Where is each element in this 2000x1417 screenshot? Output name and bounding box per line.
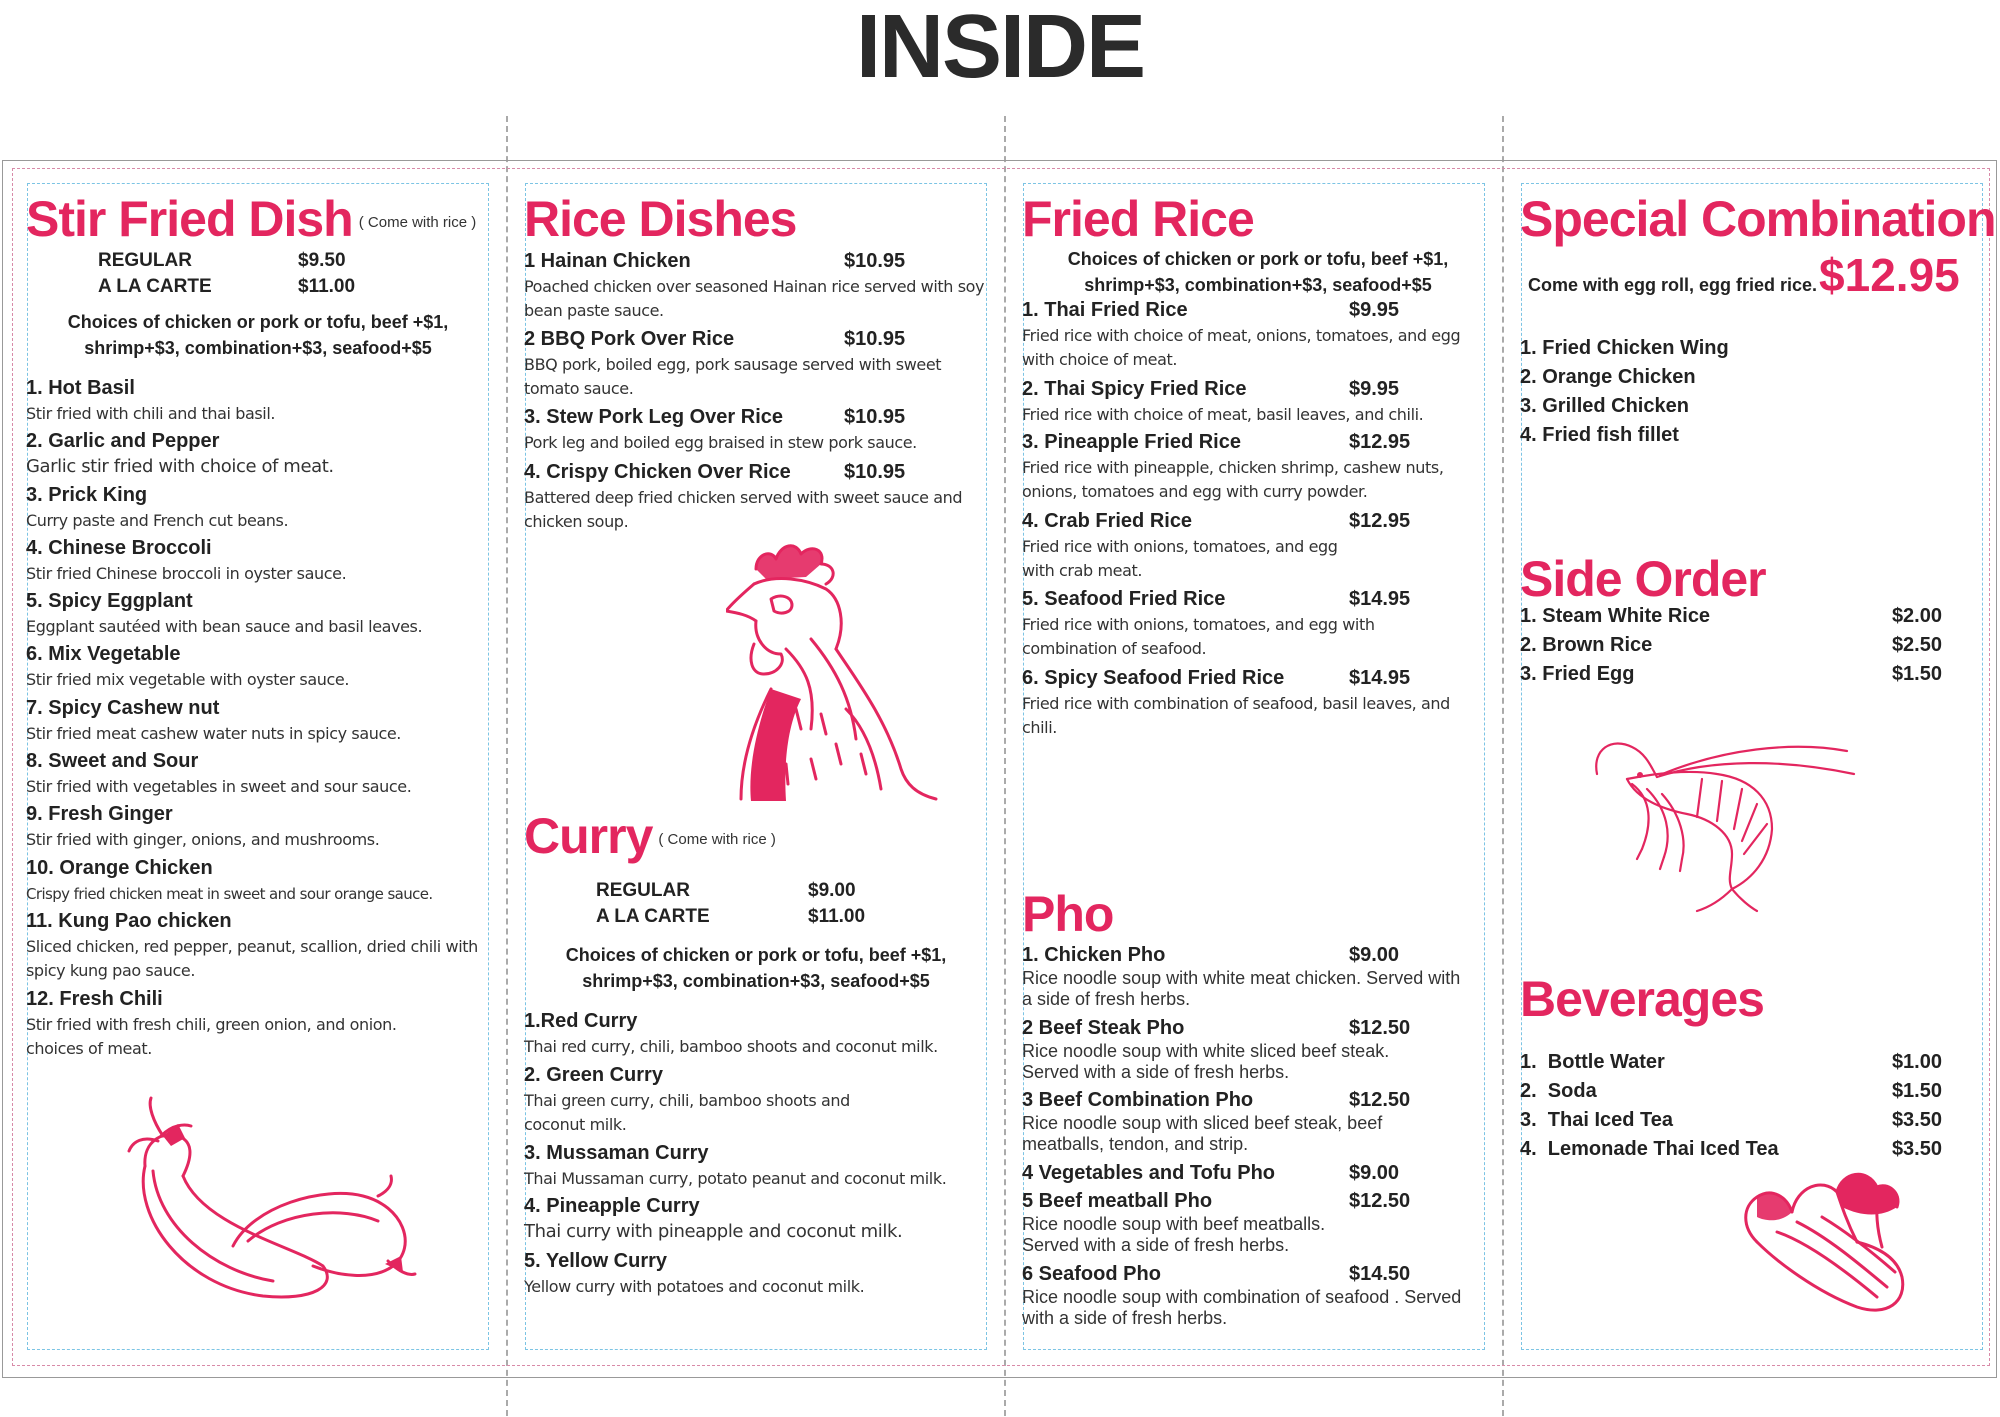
item-name: 6. Spicy Seafood Fried Rice $14.95	[1022, 665, 1486, 692]
fried-rice-list	[1022, 297, 1486, 740]
list-item: 1. Bottle Water $1.00	[1520, 1048, 1942, 1077]
menu-item	[524, 248, 986, 326]
panel-fried-rice-pho	[1023, 183, 1485, 1350]
side-order-list	[1520, 602, 1942, 689]
protein-choices: Choices of chicken or pork or tofu, beef +$1, shrimp+$3, combination+$3, seafood+$5	[67, 312, 449, 358]
item-name: 3. Stew Pork Leg Over Rice $10.95	[524, 404, 986, 431]
section-title-pho: Pho	[1022, 886, 1114, 942]
item-price: $10.95	[844, 250, 906, 272]
item-desc: Rice noodle soup with white meat chicken. Served with a side of fresh herbs.	[1022, 968, 1461, 1009]
list-item: 2. Orange Chicken	[1520, 366, 1696, 388]
item-price: $3.50	[1891, 1109, 1942, 1131]
item-name: 7. Spicy Cashew nut	[26, 696, 220, 719]
menu-item	[26, 375, 490, 428]
special-note: Come with egg roll, egg fried rice.	[1528, 275, 1818, 295]
item-desc: BBQ pork, boiled egg, pork sausage served with sweet tomato sauce.	[524, 355, 942, 398]
item-price: $14.50	[1349, 1262, 1411, 1285]
menu-item	[26, 908, 490, 986]
item-name: 3 Beef Combination Pho $12.50	[1022, 1087, 1486, 1113]
menu-item	[1022, 1087, 1486, 1160]
item-price: $10.95	[844, 406, 906, 428]
menu-item	[26, 535, 490, 588]
item-desc: Rice noodle soup with combination of seafood . Served with a side of fresh herbs.	[1022, 1286, 1462, 1328]
menu-item	[1022, 297, 1486, 376]
item-desc: Thai red curry, chili, bamboo shoots and coconut milk.	[524, 1037, 938, 1056]
menu-item	[1022, 1015, 1486, 1088]
carte-price: $11.00	[298, 276, 356, 297]
item-desc: Eggplant sautéed with bean sauce and basil leaves.	[26, 617, 423, 637]
list-item: 2. Soda $1.50	[1520, 1077, 1942, 1106]
item-name: 8. Sweet and Sour	[26, 750, 199, 773]
item-name: 3. Mussaman Curry	[524, 1141, 709, 1164]
menu-item	[1022, 1188, 1486, 1261]
item-name: 2. Thai Spicy Fried Rice $9.95	[1022, 376, 1486, 403]
item-name: 1.Red Curry	[524, 1010, 638, 1032]
item-name: 6 Seafood Pho $14.50	[1022, 1261, 1486, 1287]
menu-item	[524, 326, 986, 404]
item-desc: Stir fried Chinese broccoli in oyster sauce.	[26, 563, 347, 583]
menu-item	[26, 482, 490, 535]
item-price: $12.50	[1349, 1016, 1411, 1039]
protein-choices: Choices of chicken or pork or tofu, beef +$1, shrimp+$3, combination+$3, seafood+$5	[1067, 249, 1449, 295]
section-title-fried-rice: Fried Rice	[1022, 191, 1254, 247]
carte-price: $11.00	[808, 906, 866, 927]
item-price: $12.50	[1349, 1089, 1411, 1111]
item-name: 5. Yellow Curry	[524, 1250, 668, 1272]
item-price: $1.00	[1891, 1051, 1942, 1073]
rice-dishes-list	[524, 248, 986, 534]
item-name: 10. Orange Chicken	[26, 856, 213, 879]
menu-item	[26, 855, 490, 908]
item-name: 5. Spicy Eggplant	[26, 590, 193, 613]
item-name: 4. Crab Fried Rice $12.95	[1022, 508, 1486, 535]
item-name: 5. Seafood Fried Rice $14.95	[1022, 586, 1486, 613]
item-name: 4. Crispy Chicken Over Rice $10.95	[524, 459, 986, 486]
item-desc: Fried rice with choice of meat, basil leaves, and chili.	[1022, 404, 1424, 424]
item-price: $9.95	[1349, 299, 1400, 321]
menu-item	[524, 459, 986, 534]
menu-item	[1022, 429, 1486, 508]
item-desc: Stir fried with ginger, onions, and mushrooms.	[26, 830, 380, 850]
regular-label: REGULAR	[98, 250, 192, 271]
item-name: 2. Garlic and Pepper	[26, 430, 220, 453]
list-item: 4. Lemonade Thai Iced Tea $3.50	[1520, 1135, 1942, 1164]
menu-item	[1022, 665, 1486, 740]
item-price: $14.95	[1349, 666, 1411, 689]
menu-item	[1022, 586, 1486, 665]
section-title-stir-fried: Stir Fried Dish ( Come with rice )	[26, 191, 477, 247]
menu-item	[26, 986, 490, 1061]
item-desc: Crispy fried chicken meat in sweet and sour orange sauce.	[26, 884, 433, 903]
item-desc: Garlic stir fried with choice of meat.	[26, 456, 334, 478]
item-desc: Pork leg and boiled egg braised in stew pork sauce.	[524, 433, 917, 452]
menu-item	[524, 1193, 988, 1248]
item-desc: Stir fried meat cashew water nuts in spicy sauce.	[26, 723, 401, 743]
list-item: 1. Fried Chicken Wing	[1520, 337, 1729, 359]
panel-rice-curry	[525, 183, 987, 1350]
item-name: 2. Green Curry	[524, 1063, 663, 1086]
list-item: 2. Brown Rice $2.50	[1520, 631, 1942, 660]
regular-price: $9.00	[808, 880, 856, 901]
item-desc: Stir fried with chili and thai basil.	[26, 404, 276, 423]
item-desc: Thai green curry, chili, bamboo shoots and coconut milk.	[524, 1090, 850, 1134]
item-price: $10.95	[844, 328, 906, 350]
item-price: $2.50	[1891, 634, 1942, 656]
item-name: 1. Thai Fried Rice $9.95	[1022, 297, 1486, 324]
item-desc: Stir fried with vegetables in sweet and sour sauce.	[26, 777, 412, 797]
beverages-list	[1520, 1048, 1942, 1164]
menu-item	[1022, 1160, 1486, 1189]
special-list	[1520, 334, 1940, 450]
panel-specials	[1520, 183, 1996, 1350]
portion-price-table	[98, 248, 418, 300]
menu-item	[1022, 942, 1486, 1015]
menu-item	[524, 1248, 988, 1299]
item-desc: Sliced chicken, red pepper, peanut, scallion, dried chili with spicy kung pao sauce.	[26, 936, 478, 980]
item-price: $2.00	[1891, 605, 1942, 627]
item-desc: Fried rice with choice of meat, onions, tomatoes, and egg with choice of meat.	[1022, 326, 1461, 369]
item-desc: Curry paste and French cut beans.	[26, 510, 289, 530]
section-title-beverages: Beverages	[1520, 971, 1764, 1027]
menu-item	[26, 748, 490, 801]
item-price: $12.50	[1349, 1190, 1411, 1212]
page-heading: INSIDE	[855, 0, 1145, 97]
menu-item	[524, 1062, 988, 1140]
rooster-icon	[726, 529, 961, 804]
item-desc: Fried rice with combination of seafood, basil leaves, and chili.	[1022, 693, 1450, 737]
item-price: $10.95	[844, 461, 906, 483]
protein-choices: Choices of chicken or pork or tofu, beef +$1, shrimp+$3, combination+$3, seafood+$5	[565, 945, 947, 991]
regular-price: $9.50	[298, 250, 346, 271]
regular-label: REGULAR	[596, 880, 690, 901]
item-price: $14.95	[1349, 588, 1411, 611]
menu-item	[26, 801, 490, 854]
item-price: $9.95	[1349, 377, 1400, 400]
item-desc: Rice noodle soup with beef meatballs. Served with a side of fresh herbs.	[1022, 1214, 1326, 1255]
item-name: 11. Kung Pao chicken	[26, 909, 232, 932]
item-desc: Stir fried with fresh chili, green onion, and onion. choices of meat.	[26, 1014, 397, 1058]
portion-price-table	[596, 878, 928, 930]
section-title-side-order: Side Order	[1520, 551, 1766, 607]
menu-item	[1022, 508, 1486, 587]
item-name: 4. Pineapple Curry	[524, 1195, 700, 1217]
item-desc: Poached chicken over seasoned Hainan rice served with soy bean paste sauce.	[524, 277, 985, 320]
item-name: 3. Prick King	[26, 483, 148, 506]
special-offer	[1528, 248, 1988, 302]
carte-label: A LA CARTE	[98, 276, 212, 297]
item-name: 3. Pineapple Fried Rice $12.95	[1022, 429, 1486, 456]
menu-item	[524, 1140, 988, 1194]
menu-item	[524, 404, 986, 459]
list-item: 3. Grilled Chicken	[1520, 395, 1689, 417]
item-name: 12. Fresh Chili	[26, 987, 163, 1010]
bok-choy-icon	[1737, 1162, 1912, 1317]
list-item: 1. Steam White Rice $2.00	[1520, 602, 1942, 631]
item-price: $12.95	[1349, 431, 1411, 454]
menu-item	[26, 641, 490, 694]
item-name: 2 Beef Steak Pho $12.50	[1022, 1015, 1486, 1041]
panel-stir-fried	[27, 183, 489, 1350]
item-name: 1 Hainan Chicken $10.95	[524, 248, 986, 275]
item-desc: Rice noodle soup with white sliced beef steak. Served with a side of fresh herbs.	[1022, 1040, 1390, 1082]
item-price: $9.00	[1349, 944, 1400, 966]
item-name: 1. Chicken Pho $9.00	[1022, 942, 1486, 968]
item-desc: Yellow curry with potatoes and coconut milk.	[524, 1277, 865, 1296]
item-name: 9. Fresh Ginger	[26, 803, 173, 826]
shrimp-icon	[1592, 729, 1857, 914]
list-item: 4. Fried fish fillet	[1520, 424, 1679, 446]
menu-item	[1022, 376, 1486, 430]
item-desc: Rice noodle soup with sliced beef steak, beef meatballs, tendon, and strip.	[1022, 1113, 1383, 1154]
item-desc: Thai Mussaman curry, potato peanut and coconut milk.	[524, 1168, 947, 1188]
item-price: $3.50	[1891, 1138, 1942, 1160]
item-desc: Stir fried mix vegetable with oyster sauce.	[26, 670, 350, 690]
item-name: 2 BBQ Pork Over Rice $10.95	[524, 326, 986, 353]
item-price: $12.95	[1349, 509, 1411, 532]
item-price: $1.50	[1891, 663, 1942, 685]
item-price: $1.50	[1891, 1080, 1942, 1102]
item-price: $9.00	[1349, 1161, 1400, 1184]
item-desc: Fried rice with onions, tomatoes, and egg with combination of seafood.	[1022, 615, 1375, 659]
item-name: 4. Chinese Broccoli	[26, 536, 212, 559]
eggplant-icon	[123, 1096, 423, 1306]
rice-note: ( Come with rice )	[358, 214, 477, 232]
menu-item	[26, 588, 490, 641]
stir-fried-list	[26, 375, 490, 1061]
rice-note: ( Come with rice )	[658, 831, 776, 849]
section-title-special: Special Combination	[1520, 191, 1996, 247]
menu-item	[26, 428, 490, 481]
menu-item	[1022, 1261, 1486, 1329]
item-desc: Fried rice with pineapple, chicken shrimp, cashew nuts, onions, tomatoes and egg with curry powder.	[1022, 458, 1444, 502]
curry-list	[524, 1008, 988, 1299]
item-name: 5 Beef meatball Pho $12.50	[1022, 1188, 1486, 1214]
item-name: 1. Hot Basil	[26, 377, 135, 399]
item-desc: Thai curry with pineapple and coconut milk.	[524, 1221, 903, 1242]
item-name: 6. Mix Vegetable	[26, 643, 181, 666]
menu-item	[26, 695, 490, 748]
item-name: 4 Vegetables and Tofu Pho $9.00	[1022, 1160, 1486, 1186]
menu-item	[524, 1008, 988, 1062]
item-desc: Fried rice with onions, tomatoes, and egg with crab meat.	[1022, 536, 1338, 580]
pho-list	[1022, 942, 1486, 1329]
carte-label: A LA CARTE	[596, 906, 710, 927]
section-title-curry: Curry ( Come with rice )	[524, 808, 776, 864]
list-item: 3. Fried Egg $1.50	[1520, 660, 1942, 689]
item-desc: Battered deep fried chicken served with sweet sauce and chicken soup.	[524, 488, 963, 531]
section-title-rice-dishes: Rice Dishes	[524, 191, 797, 247]
list-item: 3. Thai Iced Tea $3.50	[1520, 1106, 1942, 1135]
special-price: $12.95	[1819, 249, 1960, 301]
